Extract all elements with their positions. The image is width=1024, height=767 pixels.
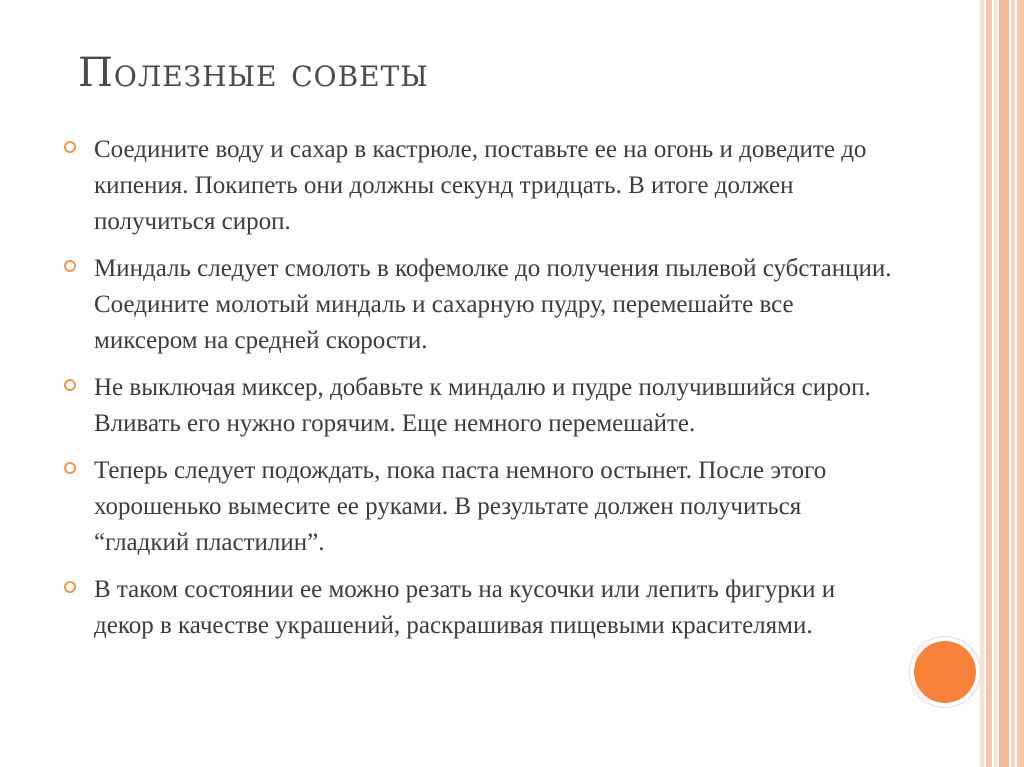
bullet-text: Миндаль следует смолоть в кофемолке до получения пылевой субстанции. Соедините молотый миндаль и сахарную пудру, перемешайте все миксером на средней скорости. [94, 255, 892, 354]
list-item [64, 251, 894, 359]
bullet-list [64, 132, 894, 655]
list-item [64, 132, 894, 240]
list-item [64, 370, 894, 442]
bullet-circle-icon [64, 379, 76, 391]
decorative-circle-icon [914, 641, 976, 703]
bullet-circle-icon [64, 141, 76, 153]
slide-title: Полезные советы [78, 50, 429, 96]
list-item [64, 572, 894, 644]
list-item [64, 453, 894, 561]
bullet-circle-icon [64, 260, 76, 272]
bullet-text: В таком состоянии ее можно резать на кусочки или лепить фигурки и декор в качестве украшений, раскрашивая пищевыми красителями. [94, 576, 836, 639]
bullet-text: Теперь следует подождать, пока паста немного остынет. После этого хорошенько вымесите ее руками. В результате должен получиться “гладкий пластилин”. [94, 457, 827, 556]
bullet-circle-icon [64, 581, 76, 593]
bullet-circle-icon [64, 462, 76, 474]
decorative-stripes [980, 0, 1024, 767]
bullet-text: Соедините воду и сахар в кастрюле, поставьте ее на огонь и доведите до кипения. Покипеть они должны секунд тридцать. В итоге должен получиться сироп. [94, 136, 867, 235]
bullet-text: Не выключая миксер, добавьте к миндалю и пудре получившийся сироп. Вливать его нужно горячим. Еще немного перемешайте. [94, 374, 871, 437]
